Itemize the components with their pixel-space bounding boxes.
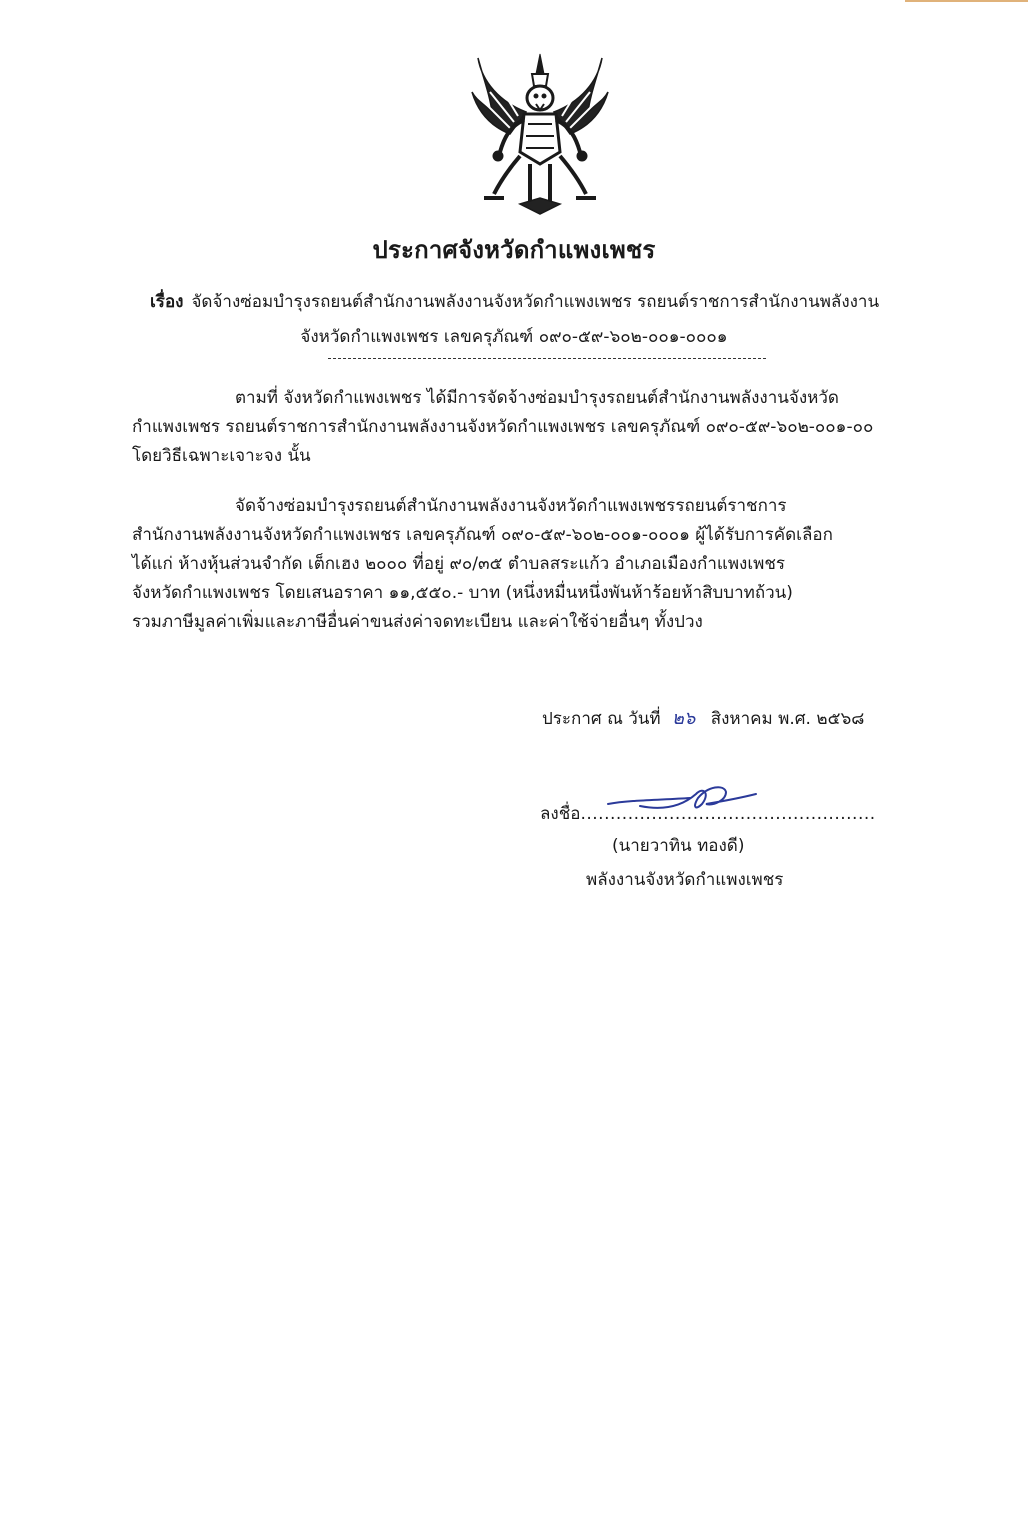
announcement-date [542,703,864,732]
date-day-handwritten: ๒๖ [672,708,696,729]
subject-text-1: จัดจ้างซ่อมบำรุงรถยนต์สำนักงานพลังงานจังหวัดกำแพงเพชร รถยนต์ราชการสำนักงานพลังงาน [191,292,880,312]
top-edge-mark [905,0,1028,2]
date-prefix: ประกาศ ณ วันที่ [542,709,661,729]
sign-label: ลงชื่อ [540,804,581,824]
paragraph-line: รวมภาษีมูลค่าเพิ่มและภาษีอื่นค่าขนส่งค่าจดทะเบียน และค่าใช้จ่ายอื่นๆ ทั้งปวง [132,612,703,632]
subject-label: เรื่อง [150,292,184,312]
divider [328,358,766,360]
garuda-emblem-icon [470,52,610,217]
sign-dots: .................................................. [580,804,876,824]
paragraph-line: กำแพงเพชร รถยนต์ราชการสำนักงานพลังงานจังหวัดกำแพงเพชร เลขครุภัณฑ์ ๐๙๐-๕๙-๖๐๒-๐๐๑-๐๐ [132,417,874,437]
paragraph-2 [132,492,944,637]
subject-line-2: จังหวัดกำแพงเพชร เลขครุภัณฑ์ ๐๙๐-๕๙-๖๐๒-๐๐๑-๐๐๐๑ [300,327,728,347]
signature-line [540,800,876,827]
paragraph-line: จังหวัดกำแพงเพชร โดยเสนอราคา ๑๑,๕๕๐.- บาท (หนึ่งหมื่นหนึ่งพันห้าร้อยห้าสิบบาทถ้วน) [132,583,793,603]
paragraph-line: จัดจ้างซ่อมบำรุงรถยนต์สำนักงานพลังงานจังหวัดกำแพงเพชรรถยนต์ราชการ [235,496,787,516]
paragraph-line: โดยวิธีเฉพาะเจาะจง นั้น [132,446,311,466]
paragraph-line: สำนักงานพลังงานจังหวัดกำแพงเพชร เลขครุภัณฑ์ ๐๙๐-๕๙-๖๐๒-๐๐๑-๐๐๐๑ ผู้ได้รับการคัดเลือก [132,525,833,545]
paragraph-line: ได้แก่ ห้างหุ้นส่วนจำกัด เต็กเฮง ๒๐๐๐ ที่อยู่ ๙๐/๓๕ ตำบลสระแก้ว อำเภอเมืองกำแพงเพชร [132,554,786,574]
signer-position: พลังงานจังหวัดกำแพงเพชร [586,870,784,890]
document-title: ประกาศจังหวัดกำแพงเพชร [372,236,656,264]
subject-line-1 [150,288,970,315]
signer-name: (นายวาทิน ทองดี) [612,836,745,856]
date-suffix: สิงหาคม พ.ศ. ๒๕๖๘ [710,709,865,729]
paragraph-1 [132,384,944,471]
paragraph-line: ตามที่ จังหวัดกำแพงเพชร ได้มีการจัดจ้างซ่อมบำรุงรถยนต์สำนักงานพลังงานจังหวัด [235,388,839,408]
